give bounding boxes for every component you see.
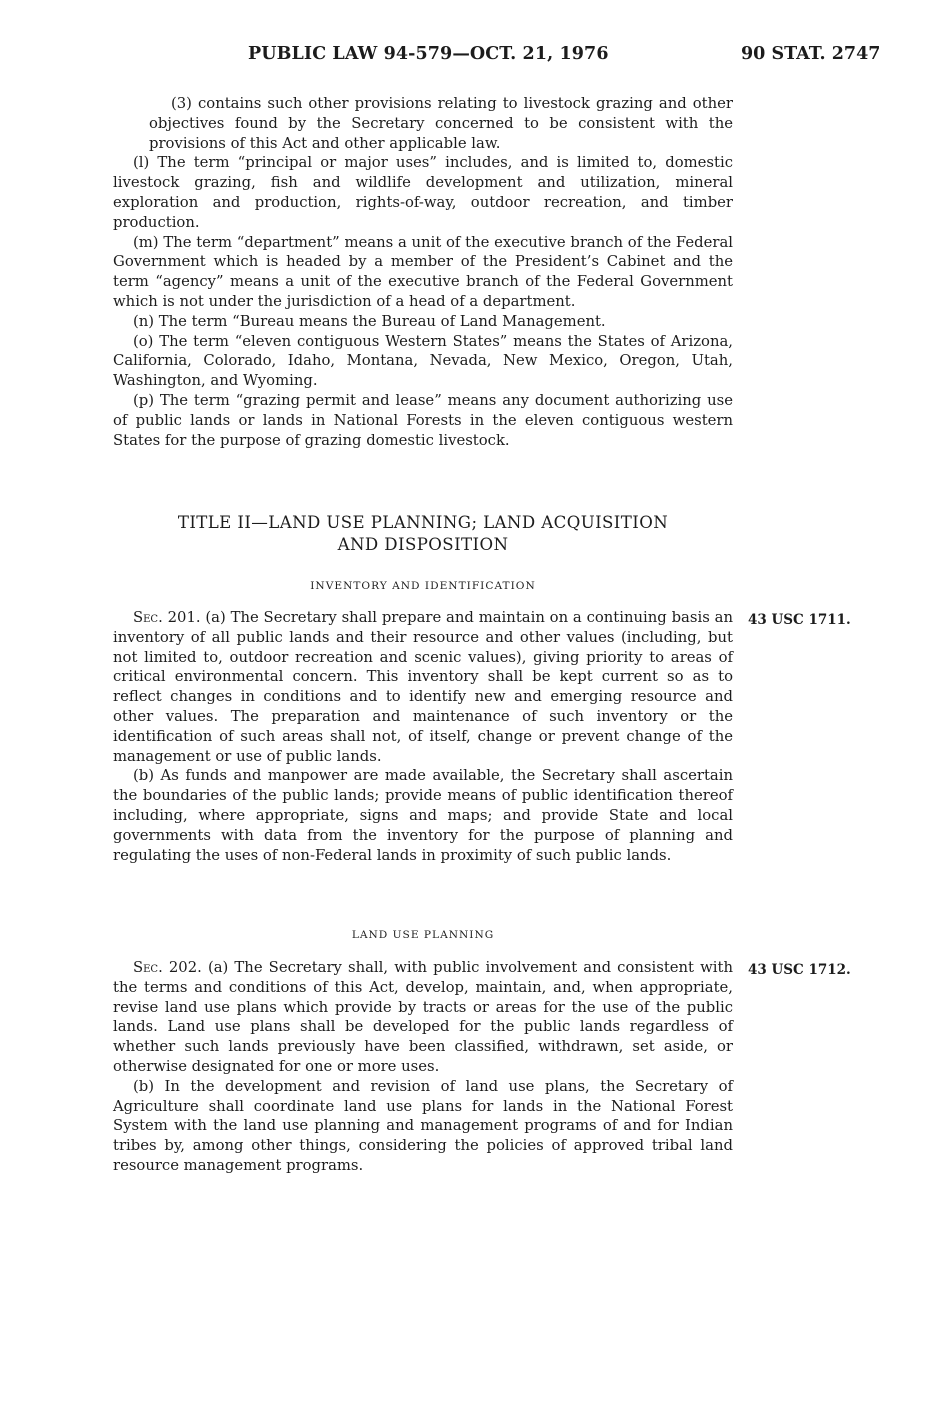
section-202-b: (b) In the development and revision of land use plans, the Secretary of Agriculture shall coordinate land use plans for lands in the National Forest System with the land use planning and management programs of and for Indian tribes by, among other things, considering the policies of approved tribal land resource management programs. [113, 1077, 733, 1174]
section-202-a [113, 958, 733, 1077]
section-201-a [113, 608, 733, 766]
section-201-label: Sec. 201. [133, 609, 201, 626]
definition-paragraph-3: (3) contains such other provisions relating to livestock grazing and other objectives found by the Secretary concerned to be consistent with the provisions of this Act and other applicable law. [149, 95, 733, 152]
definition-m: (m) The term “department” means a unit of the executive branch of the Federal Government which is headed by a member of the President’s Cabinet and the term “agency” means a unit of the executive branch of the Federal Government which is not under the jurisdiction of a head of a department. [113, 233, 733, 310]
definition-p: (p) The term “grazing permit and lease” means any document authorizing use of public lands or lands in National Forests in the eleven contiguous western States for the purpose of grazing domestic livestock. [113, 391, 733, 449]
section-201-a-text: (a) The Secretary shall prepare and maintain on a continuing basis an inventory of all public lands and their resource and other values (including, but not limited to, outdoor recreation and scenic values), giving priority to areas of critical environmental concern. This inventory shall be kept current so as to reflect changes in conditions and to identify new and emerging resource and other values. The preparation and maintenance of such inventory or the identification of such areas shall not, of itself, change or prevent change of the management or use of public lands. [113, 609, 733, 765]
stat-page-reference: 90 STAT. 2747 [741, 44, 881, 64]
definition-l: (l) The term “principal or major uses” includes, and is limited to, domestic livestock grazing, fish and wildlife development and utilization, mineral exploration and production, rights-of-way, outdoor recreation, and timber production. [113, 154, 733, 231]
section-202-label: Sec. 202. [133, 959, 202, 976]
section-202 [113, 958, 733, 1176]
definitions-block [113, 94, 733, 450]
running-head: PUBLIC LAW 94-579—OCT. 21, 1976 [248, 44, 609, 64]
planning-heading: LAND USE PLANNING [351, 929, 495, 941]
title-ii-heading [113, 512, 733, 556]
section-201 [113, 608, 733, 865]
title-line-1: TITLE II—LAND USE PLANNING; LAND ACQUISITION [177, 513, 669, 532]
title-line-2: AND DISPOSITION [337, 535, 509, 554]
section-201-b: (b) As funds and manpower are made available, the Secretary shall ascertain the boundaries of the public lands; provide means of public identification thereof including, where appropriate, signs and maps; and provide State and local governments with data from the inventory for the purpose of planning and regulating the uses of non-Federal lands in proximity of such public lands. [113, 767, 733, 864]
inventory-heading: INVENTORY AND IDENTIFICATION [310, 580, 536, 592]
definition-n: (n) The term “Bureau means the Bureau of Land Management. [133, 312, 606, 330]
section-202-a-text: (a) The Secretary shall, with public involvement and consistent with the terms and conditions of this Act, develop, maintain, and, when appropriate, revise land use plans which provide by tracts or areas for the use of the public lands. Land use plans shall be developed for the public lands regardless of whether such lands previously have been classified, withdrawn, set aside, or otherwise designated for one or more uses. [113, 959, 733, 1075]
margin-citation-1711: 43 USC 1711. [748, 612, 851, 628]
margin-citation-1712: 43 USC 1712. [748, 962, 851, 978]
definition-o: (o) The term “eleven contiguous Western States” means the States of Arizona, California, Colorado, Idaho, Montana, Nevada, New Mexico, Oregon, Utah, Washington, and Wyoming. [113, 332, 733, 390]
